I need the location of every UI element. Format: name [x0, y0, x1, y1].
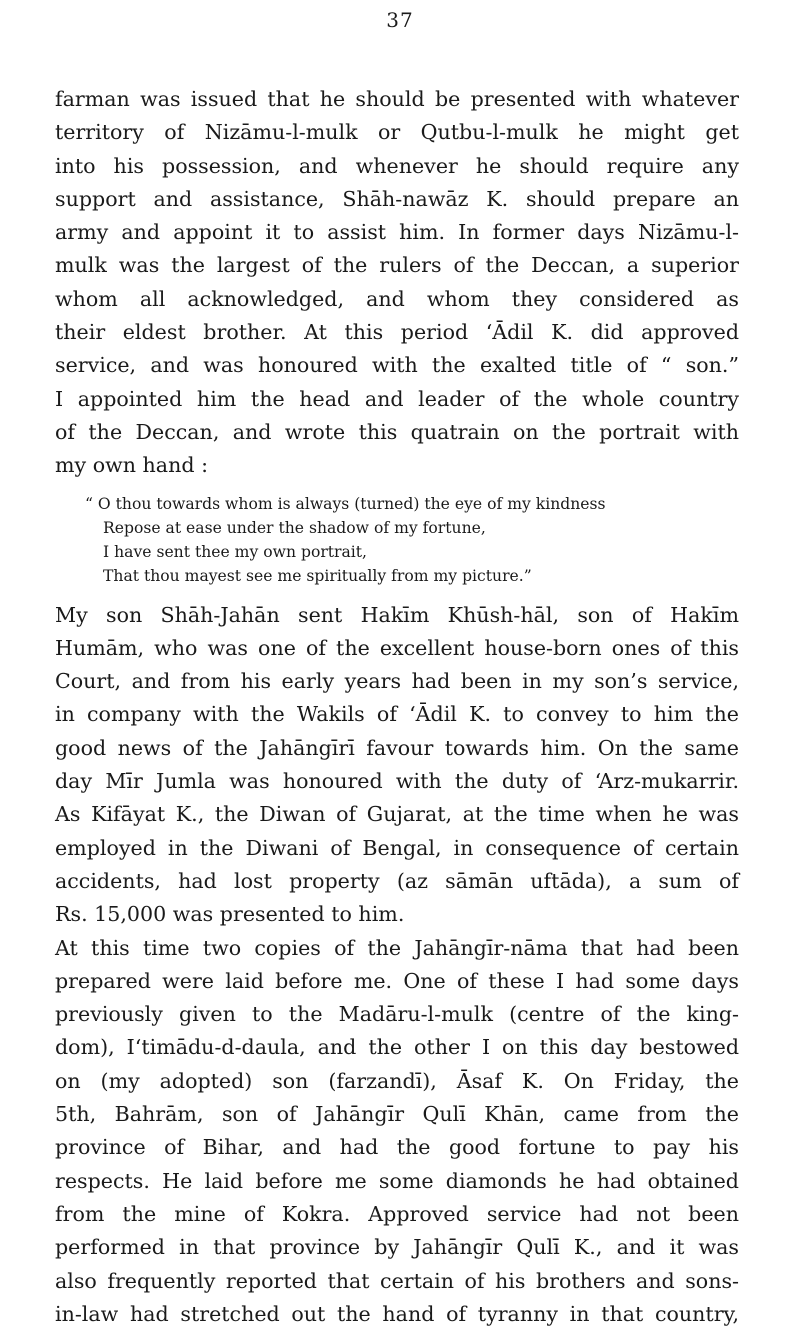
quatrain-block — [55, 483, 739, 599]
text-line-p2-10: Rs. 15,000 was presented to him. — [55, 902, 405, 927]
text-line-p3-5: on (my adopted) son (farzandī), Āsaf K. On Friday, the — [55, 1068, 739, 1093]
text-line-p1-3: into his possession, and whenever he should require any — [55, 153, 739, 178]
text-line-p1-10: I appointed him the head and leader of the whole country — [55, 386, 739, 411]
text-line-p2-3: Court, and from his early years had been in my son’s service, — [55, 669, 739, 694]
text-line-p1-7: whom all acknowledged, and whom they considered as — [55, 286, 739, 311]
text-line-p1-4: support and assistance, Shāh-nawāz K. should prepare an — [55, 186, 739, 211]
text-line-p2-4: in company with the Wakils of ‘Ādil K. to convey to him the — [55, 702, 739, 727]
text-line-p3-11: also frequently reported that certain of his brothers and sons- — [55, 1268, 739, 1293]
text-line-p3-12: in-law had stretched out the hand of tyranny in that country, — [55, 1301, 739, 1326]
text-line-p1-1: farman was issued that he should be presented with whatever — [55, 87, 739, 111]
text-line-p2-6: day Mīr Jumla was honoured with the duty of ‘Arz-mukarrir. — [55, 769, 739, 794]
quatrain — [85, 492, 725, 588]
text-line-p1-5: army and appoint it to assist him. In former days Nizāmu-l- — [55, 220, 739, 245]
text-line-p2-5: good news of the Jahāngīrī favour towards him. On the same — [55, 735, 739, 760]
text-line-p2-9: accidents, had lost property (az sāmān uftāda), a sum of — [55, 868, 739, 893]
page-number: 37 — [386, 8, 414, 32]
text-line-p3-8: respects. He laid before me some diamonds he had obtained — [55, 1168, 739, 1193]
text-line-p1-9: service, and was honoured with the exalted title of “ son.” — [55, 353, 739, 378]
quatrain-line-1: “ O thou towards whom is always (turned) the eye of my kindness — [85, 494, 606, 513]
text-line-p3-3: previously given to the Madāru-l-mulk (centre of the king- — [55, 1002, 739, 1027]
paragraph-farman — [55, 83, 739, 483]
text-line-p3-4: dom), I‘timādu-d-daula, and the other I on this day bestowed — [55, 1035, 739, 1060]
quatrain-line-3: I have sent thee my own portrait, — [103, 542, 368, 561]
text-line-p2-2: Humām, who was one of the excellent house-born ones of this — [55, 635, 739, 660]
quatrain-line-4: That thou mayest see me spiritually from my picture.” — [103, 566, 532, 585]
text-line-p3-2: prepared were laid before me. One of these I had some days — [55, 968, 739, 993]
text-line-p1-6: mulk was the largest of the rulers of the Deccan, a superior — [55, 253, 739, 278]
quatrain-line-2: Repose at ease under the shadow of my fortune, — [103, 518, 486, 537]
body-text — [55, 83, 739, 1331]
text-line-p3-10: performed in that province by Jahāngīr Qulī K., and it was — [55, 1235, 739, 1260]
paragraph-hakim — [55, 599, 739, 932]
text-line-p2-8: employed in the Diwani of Bengal, in consequence of certain — [55, 835, 739, 860]
text-line-p3-9: from the mine of Kokra. Approved service had not been — [55, 1201, 739, 1226]
text-line-p1-12: my own hand : — [55, 453, 209, 478]
text-line-p1-2: territory of Nizāmu-l-mulk or Qutbu-l-mulk he might get — [55, 120, 739, 145]
text-line-p2-7: As Kifāyat K., the Diwan of Gujarat, at the time when he was — [55, 802, 739, 827]
text-line-p3-7: province of Bihar, and had the good fortune to pay his — [55, 1135, 739, 1160]
text-line-p2-1: My son Shāh-Jahān sent Hakīm Khūsh-hāl, son of Hakīm — [55, 602, 739, 627]
text-line-p1-8: their eldest brother. At this period ‘Ādil K. did approved — [55, 320, 739, 345]
text-line-p1-11: of the Deccan, and wrote this quatrain on the portrait with — [55, 419, 739, 444]
text-line-p3-6: 5th, Bahrām, son of Jahāngīr Qulī Khān, came from the — [55, 1102, 739, 1127]
text-line-p3-1: At this time two copies of the Jahāngīr-nāma that had been — [55, 935, 739, 960]
paragraph-jahangir-nama — [55, 932, 739, 1332]
